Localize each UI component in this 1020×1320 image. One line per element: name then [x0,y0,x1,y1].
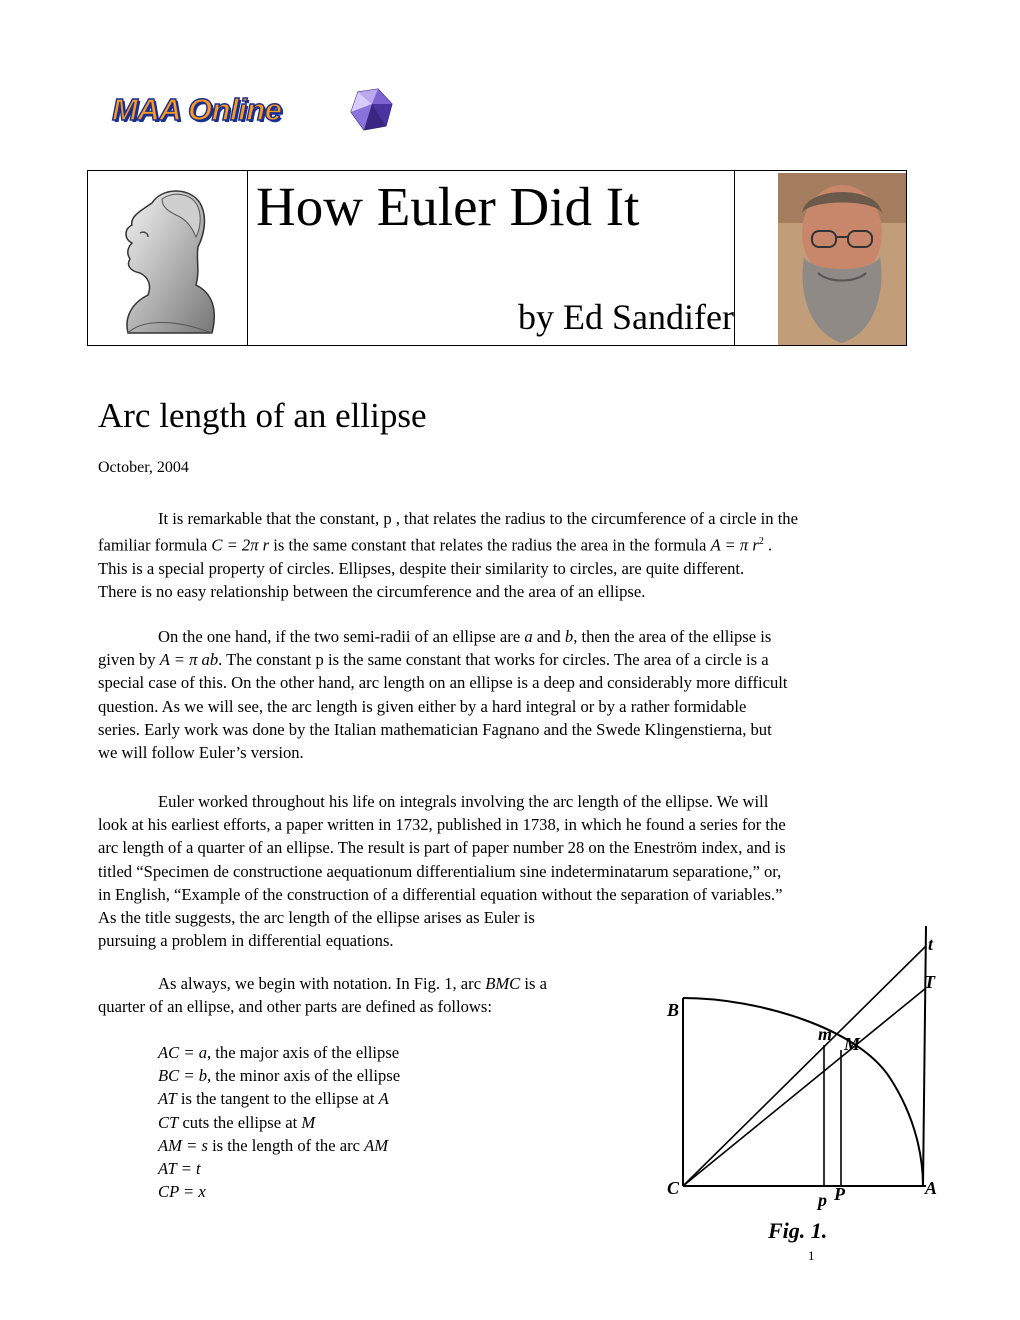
definitions-list [158,1041,400,1203]
math-var: a [524,627,533,646]
text-span: and [532,627,565,646]
symbol: A [378,1089,389,1109]
symbol: AM [364,1135,389,1155]
text-line [98,530,888,557]
page-number: 1 [808,1248,815,1263]
text-line: in English, “Example of the construction of a differential equation without the separation of variables.” [98,884,783,904]
label-P: P [834,1184,845,1204]
text-line: As the title suggests, the arc length of the ellipse arises as Euler is [98,908,535,928]
text-line: arc length of a quarter of an ellipse. The result is part of paper number 28 on the Eneström index, and is [98,838,786,858]
line-CT [683,988,926,1186]
symbol: AC = a [158,1043,207,1062]
text-line [98,625,888,648]
figure-1-ellipse-diagram [658,918,958,1248]
text-line: quarter of an ellipse, and other parts are defined as follows: [98,997,492,1017]
article-date: October, 2004 [98,459,189,476]
definition-item [158,1134,400,1157]
text-line: It is remarkable that the constant, p , that relates the radius to the circumference of a circle in the [158,509,798,528]
text-line [98,648,888,671]
text-line: look at his earliest efforts, a paper written in 1732, published in 1738, in which he found a series for the [98,815,786,835]
definition-item [158,1180,400,1203]
column-title: How Euler Did It [256,176,640,237]
label-T: T [924,972,935,992]
euler-bust-portrait [100,181,230,339]
tangent-line-AT [923,926,926,1186]
text-span: familiar formula [98,535,212,555]
column-header-box [87,170,907,346]
text-line: question. As we will see, the arc length is given either by a hard integral or by a rather formidable [98,696,747,716]
definition-item [158,1041,400,1064]
superscript: 2 [758,536,764,548]
logo-text: MAA Online [112,92,282,127]
line-Ct [683,946,926,1186]
symbol: CP = x [158,1182,206,1202]
label-A: A [925,1178,938,1198]
text-span: , then the area of the ellipse is [573,627,772,646]
label-p: p [818,1190,827,1210]
text-span: On the one hand, if the two semi-radii of an ellipse are [158,627,525,646]
figure-caption: Fig. 1. [768,1218,828,1243]
definition-text: , the major axis of the ellipse [207,1043,400,1062]
text-line: special case of this. On the other hand, arc length on an ellipse is a deep and considerably more difficult [98,673,788,693]
label-t: t [928,934,934,954]
text-span: As always, we begin with notation. In Fig. 1, arc [158,974,486,993]
label-C: C [667,1178,680,1198]
math-var: b [564,627,574,646]
symbol: AT = t [158,1159,201,1179]
formula-ellipse-area: A = π ab [159,650,219,670]
formula-area: A = π r [710,535,759,555]
header-divider [734,171,735,345]
formula-circumference: C = 2π r [211,535,270,555]
text-line: we will follow Euler’s version. [98,743,304,763]
symbol: AT [158,1089,177,1109]
text-span: is the same constant that relates the radius the area in the formula [269,535,711,555]
paragraph-2 [98,625,888,764]
text-span: given by [98,650,160,670]
polyhedron-gem-icon [348,88,394,132]
symbol: M [301,1112,316,1132]
paragraph-1 [98,507,888,603]
maa-online-logo[interactable] [112,92,282,128]
symbol: CT [158,1112,179,1132]
author-photo [778,173,906,345]
symbol: AM = s [158,1135,208,1155]
label-B: B [667,1000,680,1020]
article-title: Arc length of an ellipse [98,396,427,435]
text-span: . The constant p is the same constant that works for circles. The area of a circle is a [218,650,769,670]
author-byline: by Ed Sandifer [518,297,734,337]
definition-item [158,1087,400,1110]
definition-text: , the minor axis of the ellipse [207,1066,401,1086]
definition-item [158,1064,400,1087]
definition-text: is the tangent to the ellipse at [176,1089,379,1109]
text-line: Euler worked throughout his life on integrals involving the arc length of the ellipse. We will [158,792,769,811]
text-line: This is a special property of circles. Ellipses, despite their similarity to circles, are quite different. [98,558,745,578]
ellipse-arc-BMA [683,998,923,1186]
header-divider [247,171,248,345]
definition-item [158,1157,400,1180]
text-line: pursuing a problem in differential equations. [98,931,394,951]
math-var: BMC [485,974,521,993]
definition-item [158,1111,400,1134]
text-span: is a [520,974,547,993]
text-span: . [763,535,773,555]
definition-text: is the length of the arc [207,1135,365,1155]
definition-text: cuts the ellipse at [178,1112,302,1132]
text-line: titled “Specimen de constructione aequationum differentialium sine indeterminatarum separatione,” or, [98,861,782,881]
text-line: There is no easy relationship between the circumference and the area of an ellipse. [98,582,646,602]
text-line: series. Early work was done by the Italian mathematician Fagnano and the Swede Klingenstierna, but [98,719,772,739]
label-M: M [844,1034,861,1054]
symbol: BC = b [158,1066,207,1086]
label-m: m [818,1024,833,1044]
